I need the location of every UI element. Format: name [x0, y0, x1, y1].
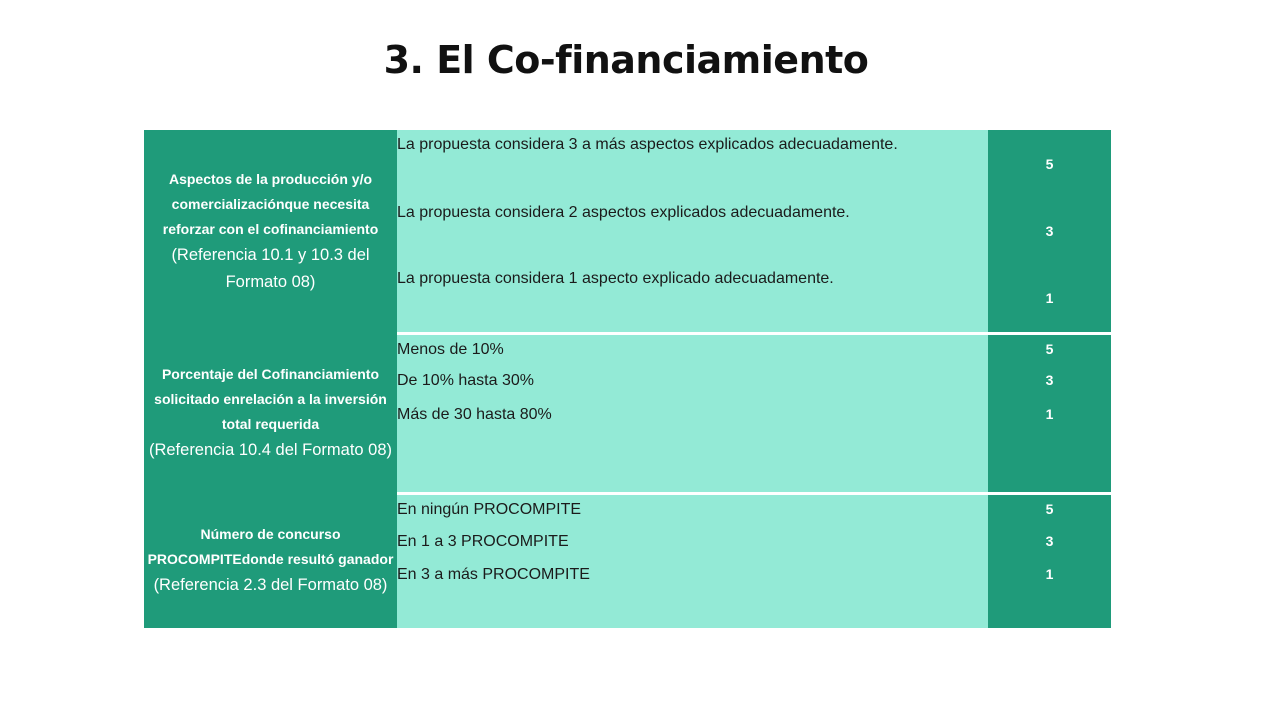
criterion-label: Número de concurso PROCOMPITEdonde resultó ganador: [147, 526, 394, 567]
option-score: 3: [988, 527, 1111, 560]
option-description: En 1 a 3 PROCOMPITE: [397, 527, 988, 560]
table-row: [144, 130, 1111, 198]
cofinancing-criteria-table: [144, 130, 1111, 628]
option-description: La propuesta considera 2 aspectos explicados adecuadamente.: [397, 198, 988, 264]
table-row: [144, 333, 1111, 366]
option-description: En 3 a más PROCOMPITE: [397, 560, 988, 628]
option-score: 3: [988, 366, 1111, 400]
option-score: 3: [988, 198, 1111, 264]
criterion-cell: [144, 130, 397, 333]
option-score: 1: [988, 400, 1111, 493]
criterion-reference: (Referencia 10.1 y 10.3 del Formato 08): [171, 246, 370, 291]
option-description: De 10% hasta 30%: [397, 366, 988, 400]
table-row: [144, 493, 1111, 527]
option-score: 5: [988, 493, 1111, 527]
slide-title: 3. El Co-financiamiento: [383, 38, 869, 82]
criterion-label: Porcentaje del Cofinanciamiento solicitado enrelación a la inversión total requerida: [154, 366, 387, 432]
option-description: Menos de 10%: [397, 333, 988, 366]
option-description: La propuesta considera 1 aspecto explicado adecuadamente.: [397, 264, 988, 333]
criterion-reference: (Referencia 10.4 del Formato 08): [148, 441, 393, 459]
criterion-cell: [144, 493, 397, 628]
criterion-cell: [144, 333, 397, 493]
option-score: 1: [988, 560, 1111, 628]
option-description: En ningún PROCOMPITE: [397, 493, 988, 527]
option-description: Más de 30 hasta 80%: [397, 400, 988, 493]
option-score: 1: [988, 264, 1111, 333]
criterion-reference: (Referencia 2.3 del Formato 08): [153, 576, 388, 594]
option-description: La propuesta considera 3 a más aspectos explicados adecuadamente.: [397, 130, 988, 198]
criterion-label: Aspectos de la producción y/o comercializaciónque necesita reforzar con el cofinanciamiento: [162, 171, 379, 237]
option-score: 5: [988, 333, 1111, 366]
option-score: 5: [988, 130, 1111, 198]
